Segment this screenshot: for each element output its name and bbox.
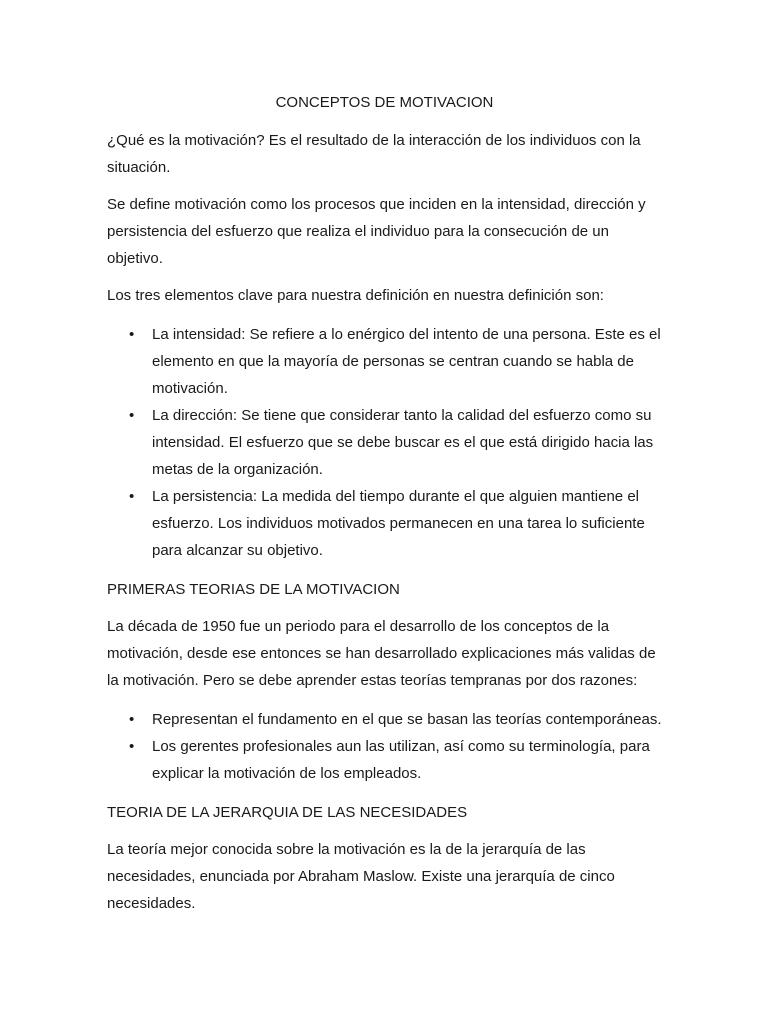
bullet-icon: • bbox=[129, 326, 135, 343]
bullet-icon: • bbox=[129, 738, 135, 755]
section-heading-jerarquia: TEORIA DE LA JERARQUIA DE LAS NECESIDADES bbox=[107, 804, 468, 821]
list-item-text: Los gerentes profesionales aun las utilizan, así como su terminología, para explicar la motivación de los empleados. bbox=[152, 738, 650, 782]
bullet-icon: • bbox=[129, 711, 135, 728]
bullet-icon: • bbox=[129, 488, 135, 505]
document-page bbox=[107, 89, 662, 927]
definition-paragraph: Se define motivación como los procesos que inciden en la intensidad, dirección y persistencia del esfuerzo que realiza el individuo para la consecución de un objetivo. bbox=[107, 196, 646, 267]
bullet-icon: • bbox=[129, 407, 135, 424]
list-item-text: La intensidad: Se refiere a lo enérgico del intento de una persona. Este es el elemento en que la mayoría de personas se centran cuando se habla de motivación. bbox=[152, 326, 661, 397]
list-item bbox=[107, 706, 662, 733]
reasons-list bbox=[107, 706, 662, 787]
intro-paragraph: ¿Qué es la motivación? Es el resultado de la interacción de los individuos con la situación. bbox=[107, 132, 641, 176]
elements-list bbox=[107, 321, 662, 564]
section1-paragraph: La década de 1950 fue un periodo para el desarrollo de los conceptos de la motivación, desde ese entonces se han desarrollado explicaciones más validas de la motivación. Pero se debe aprender estas teorías tempranas por dos razones: bbox=[107, 618, 656, 689]
section-heading-primeras-teorias: PRIMERAS TEORIAS DE LA MOTIVACION bbox=[107, 581, 400, 598]
list-item-text: La persistencia: La medida del tiempo durante el que alguien mantiene el esfuerzo. Los individuos motivados permanecen en una tarea lo suficiente para alcanzar su objetivo. bbox=[152, 488, 645, 559]
list-item bbox=[107, 321, 662, 402]
section2-paragraph: La teoría mejor conocida sobre la motivación es la de la jerarquía de las necesidades, enunciada por Abraham Maslow. Existe una jerarquía de cinco necesidades. bbox=[107, 841, 615, 912]
document-title: CONCEPTOS DE MOTIVACION bbox=[275, 94, 494, 111]
elements-intro-paragraph: Los tres elementos clave para nuestra definición en nuestra definición son: bbox=[107, 287, 604, 304]
list-item bbox=[107, 733, 662, 787]
list-item-text: Representan el fundamento en el que se basan las teorías contemporáneas. bbox=[152, 711, 662, 728]
list-item bbox=[107, 483, 662, 564]
list-item-text: La dirección: Se tiene que considerar tanto la calidad del esfuerzo como su intensidad. El esfuerzo que se debe buscar es el que está dirigido hacia las metas de la organización. bbox=[152, 407, 654, 478]
list-item bbox=[107, 402, 662, 483]
